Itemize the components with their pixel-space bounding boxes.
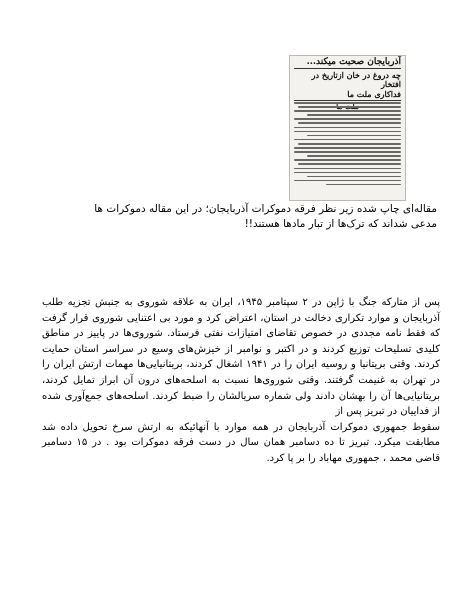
clipping-text-line (294, 139, 401, 141)
clipping-text-line (294, 102, 401, 104)
clipping-text-line (294, 172, 401, 174)
body-paragraph-1: پس از متارکه جنگ با ژاپن در ۲ سپتامبر ۱۹۴۵، ایران به علاقه شوروی به جنبش تجزیه طلب آذربایجان و موارد تکراری دخالت در استان، اعتراض کرد و مورد بی اعتنایی شوروی قرار گرفت که فقط نامه مجددی در خصوص تقاضای امتیازات نفتی فرستاد. شوروی‌ها در پاییز در مناطق کلیدی تسلیحات توزیع کردند و در اکتبر و نوامبر از خیزش‌های وسیع در سراسر استان حمایت کردند. وقتی بریتانیا و روسیه ایران را در ۱۹۴۱ اشغال کردند، بریتانیایی‌ها مهمات ارتش ایران را در تهران به غنیمت گرفتند. وقتی شوروی‌ها نسبت به اسلحه‌های درون آن ابراز تمایل کردند، بریتانیایی‌ها آن را بهشان دادند ولی شماره سریالشان را ضبط کردند. اسلحه‌های جمع‌آوری شده از فداییان در تبریز پس از (42, 297, 441, 418)
clipping-text-line (294, 147, 401, 149)
clipping-text-line (294, 118, 401, 120)
clipping-text-line (307, 155, 401, 157)
clipping-text-line (307, 135, 401, 137)
clipping-text-line (294, 151, 401, 153)
clipping-text-line (294, 127, 401, 129)
clipping-text-line (294, 180, 401, 182)
clipping-text-line (294, 159, 401, 161)
clipping-headline-2: چه دروغ در خان ازتاریخ در افتخار (311, 70, 401, 89)
clipping-text-line (298, 163, 401, 165)
clipping-text-line (307, 114, 401, 116)
clipping-text-line (298, 106, 401, 108)
clipping-text-line (326, 184, 401, 186)
image-caption: مقاله‌ای چاپ شده زیر نظر فرقه دموکرات آذربایجان؛ در این مقاله دموکرات ها مدعی شداند که ترک‌ها از تبار مادها هستند!! (94, 203, 437, 230)
clipping-body-text (294, 102, 401, 196)
body-paragraph-2: سقوط جمهوری دموکرات آذربایجان در همه موارد با آنهائیکه به ارتش سرخ تحویل داده شد مطابقت میکرد. تبریز تا ده دسامبر همان سال در دست فرقه دموکرات بود . در ۱۵ دسامبر قاضی محمد ، جمهوری مهاباد را بر پا کرد. (42, 421, 440, 464)
clipping-text-line (298, 122, 401, 124)
article-body (42, 295, 440, 467)
clipping-text-line (294, 110, 401, 112)
newspaper-clipping-image (289, 55, 406, 201)
clipping-headline-1: آذربایجان صحبت میکند... (294, 58, 401, 69)
clipping-text-line (298, 143, 401, 145)
clipping-headline-3: فداکاری ملت ما (294, 90, 401, 100)
clipping-text-line (307, 176, 401, 178)
clipping-text-line (294, 168, 401, 170)
clipping-text-line (294, 131, 401, 133)
